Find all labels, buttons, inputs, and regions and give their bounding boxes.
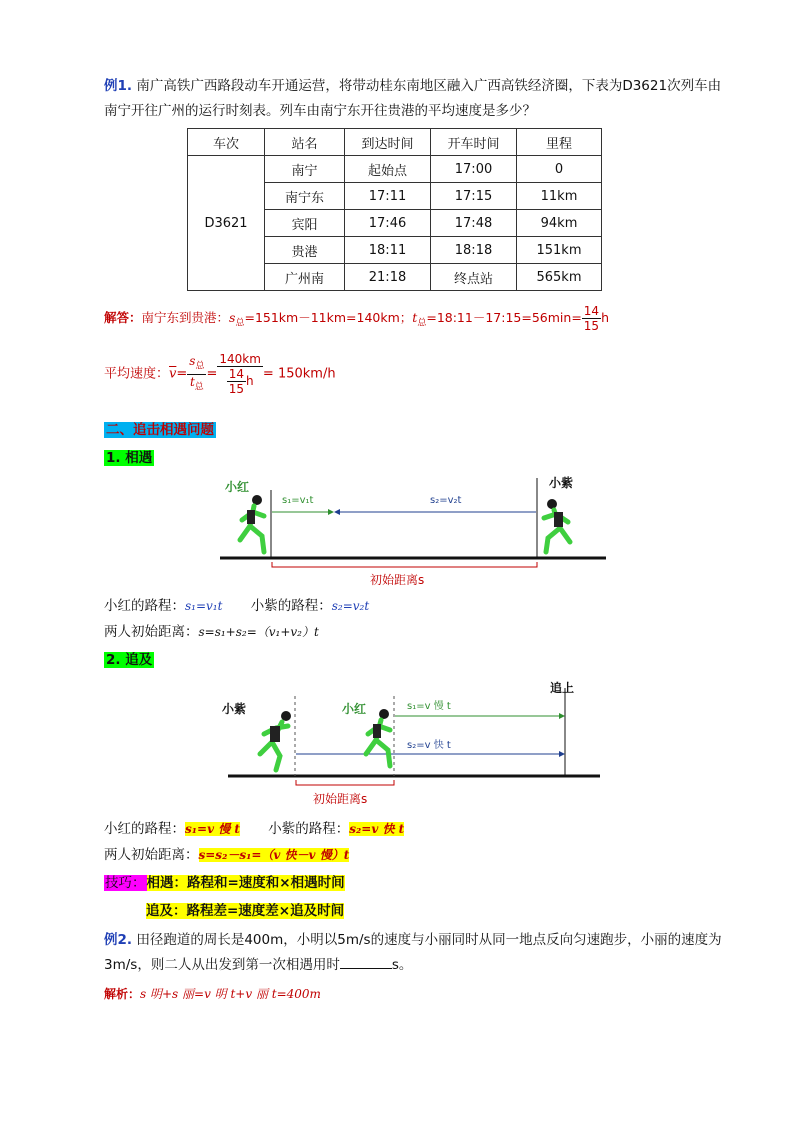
section-2-heading: [104, 418, 724, 443]
header-cell: 到达时间: [345, 129, 431, 156]
subsection-chase-title: 2. 追及: [106, 652, 153, 668]
red-distance-label: 小红的路程：: [104, 598, 185, 614]
answer-label: 解答：: [104, 310, 142, 325]
value-fraction: [217, 352, 263, 396]
table-cell: 18:11: [345, 237, 431, 264]
analysis-expression: s 明+s 丽=v 明 t+v 丽 t=400m: [140, 987, 321, 1001]
answer-1-average-speed: 平均速度：$\overline{v}=$ $\frac{s_总}{t_总}$ = 140km $\frac{14}{15}$ h = 150km/h: [104, 352, 336, 396]
purple-distance-expression: s₂=v 快 t: [349, 822, 405, 836]
subsection-meet-title: 1. 相遇: [106, 450, 153, 466]
table-cell: 17:46: [345, 210, 431, 237]
table-header-row: [188, 129, 602, 156]
initial-distance-label: 两人初始距离：: [104, 624, 199, 640]
avg-speed-label: 平均速度：: [104, 366, 170, 382]
red-distance-label: 小红的路程：: [104, 821, 185, 837]
table-cell: 南宁东: [265, 183, 345, 210]
table-cell: 94km: [517, 210, 602, 237]
fraction-denominator: 15: [228, 382, 244, 396]
header-cell: 里程: [517, 129, 602, 156]
purple-distance-label: 小紫的路程：: [268, 821, 350, 837]
answer-1-line1: [104, 304, 724, 337]
tip-chase-text: 追及：路程差=速度差×追及时间: [146, 903, 345, 919]
s-symbol: s: [229, 310, 236, 325]
tip-meet: [104, 871, 724, 896]
train-number-cell: D3621: [188, 156, 265, 291]
subsection-chase-heading: [104, 648, 724, 673]
table-cell: 南宁: [265, 156, 345, 183]
red-distance-expression: s₁=v₁t: [185, 599, 223, 613]
chase-s2-label: s₂=v 快 t: [407, 740, 451, 751]
example-2-analysis: [104, 982, 724, 1007]
meet-red-distance: [104, 594, 724, 619]
answer-1-text: 南宁东到贵港：: [141, 310, 230, 325]
answer-blank: [340, 954, 392, 969]
table-cell: 17:48: [431, 210, 517, 237]
tip-meet-text: 相遇：路程和=速度和×相遇时间: [146, 875, 345, 891]
meet-s1-label: s₁=v₁t: [282, 495, 314, 506]
table-row: [188, 156, 602, 183]
distance-bracket: [272, 562, 537, 567]
chase-distance-label: 初始距离s: [313, 792, 368, 806]
table-cell: 17:11: [345, 183, 431, 210]
t-subscript: 总: [417, 318, 427, 329]
initial-distance-expression: s=s₁+s₂=（v₁+v₂）t: [198, 625, 319, 639]
example-1-label: 例1.: [104, 78, 133, 94]
chase-s1-label: s₁=v 慢 t: [407, 701, 451, 712]
chase-red-distance: [104, 817, 724, 842]
table-cell: 565km: [517, 264, 602, 291]
distance-bracket: [296, 780, 394, 785]
chase-left-name: 小紫: [222, 702, 247, 716]
table-cell: 0: [517, 156, 602, 183]
example-2-text: 田径跑道的周长是400m，小明以5m/s的速度与小丽同时从同一地点反向匀速跑步，小丽的速度为3m/s，则二人从出发到第一次相遇用时: [104, 932, 722, 973]
purple-distance-expression: s₂=v₂t: [331, 599, 370, 613]
table-cell: 17:15: [431, 183, 517, 210]
s1-arrowhead: [559, 713, 565, 719]
v-symbol: $\overline{v}$: [169, 366, 177, 382]
t-expression: =18:11－17:15=56min=: [426, 310, 582, 325]
meet-right-name: 小紫: [549, 476, 574, 490]
table-cell: 21:18: [345, 264, 431, 291]
hour-unit: h: [245, 374, 254, 388]
example-2-text-end: s。: [391, 957, 413, 973]
t-symbol: t: [412, 310, 418, 325]
s-expression: =151km－11km=140km；: [244, 310, 413, 325]
subsection-meet-heading: [104, 446, 724, 471]
example-1-question: [104, 74, 724, 124]
s-over-t-fraction: [187, 354, 206, 394]
chase-initial-distance: [104, 843, 724, 868]
s2-arrowhead: [559, 751, 565, 757]
s-subscript: 总: [195, 361, 205, 372]
chase-mid-name: 小红: [342, 702, 367, 716]
example-1-text: 南广高铁广西路段动车开通运营，将带动桂东南地区融入广西高铁经济圈，下表为D3621次列车由南宁开往广州的运行时刻表。列车由南宁东开往贵港的平均速度是多少？: [104, 78, 722, 119]
section-title: 二、追击相遇问题: [106, 422, 214, 438]
fraction-numerator: 140km: [219, 352, 261, 366]
meet-initial-distance: [104, 620, 724, 645]
red-distance-expression: s₁=v 慢 t: [185, 822, 240, 836]
s-subscript: 总: [235, 318, 245, 329]
runner-xiaozi: [544, 499, 570, 552]
timetable: [187, 128, 602, 291]
table-cell: 11km: [517, 183, 602, 210]
meet-s2-label: s₂=v₂t: [430, 495, 462, 506]
fraction-numerator: 14: [228, 367, 244, 381]
tip-chase: [146, 899, 766, 924]
tip-label: 技巧：: [105, 875, 146, 891]
header-cell: 车次: [188, 129, 265, 156]
table-cell: 起始点: [345, 156, 431, 183]
avg-result: = 150km/h: [262, 366, 336, 382]
s-symbol: s: [189, 354, 196, 369]
purple-distance-label: 小紫的路程：: [250, 598, 332, 614]
initial-distance-label: 两人初始距离：: [104, 847, 199, 863]
header-cell: 开车时间: [431, 129, 517, 156]
fraction-denominator: 15: [583, 319, 600, 333]
header-cell: 站名: [265, 129, 345, 156]
hour-unit: h: [601, 310, 610, 325]
analysis-label: 解析：: [104, 987, 141, 1001]
table-cell: 17:00: [431, 156, 517, 183]
runner-xiaozi: [260, 711, 291, 770]
runner-xiaohong: [240, 495, 264, 552]
fraction-numerator: 14: [583, 304, 600, 318]
example-2-label: 例2.: [104, 932, 133, 948]
catch-label: 追上: [550, 681, 575, 695]
initial-distance-expression: s=s₂－s₁=（v 快－v 慢）t: [198, 848, 350, 862]
example-2-question: [104, 928, 724, 978]
time-fraction: [582, 304, 601, 333]
t-subscript: 总: [194, 381, 204, 392]
table-cell: 宾阳: [265, 210, 345, 237]
t-symbol: t: [189, 374, 195, 389]
table-cell: 贵港: [265, 237, 345, 264]
table-cell: 18:18: [431, 237, 517, 264]
meet-distance-label: 初始距离s: [370, 573, 425, 587]
meet-left-name: 小红: [225, 480, 250, 494]
table-cell: 广州南: [265, 264, 345, 291]
table-cell: 终点站: [431, 264, 517, 291]
table-cell: 151km: [517, 237, 602, 264]
